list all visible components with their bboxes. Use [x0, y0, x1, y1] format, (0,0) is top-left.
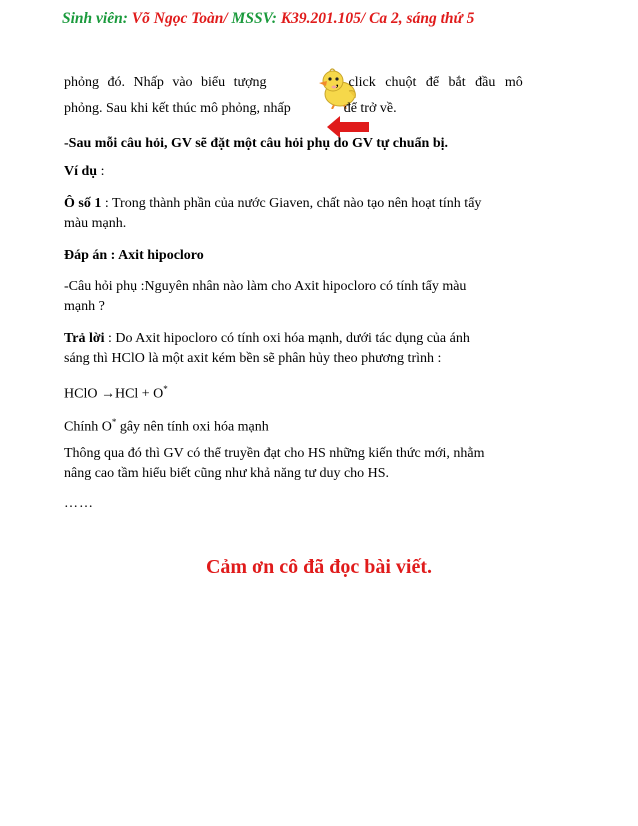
instruction-text: để trở về.: [343, 101, 397, 116]
instruction-text: , click chuột để bắt đầu mô: [335, 75, 523, 90]
conclusion-line: nâng cao tầm hiểu biết cũng như khả năng tư duy cho HS.: [64, 466, 390, 481]
paragraph-line: [64, 98, 564, 120]
header-mssv-details: K39.201.105/ Ca 2, sáng thứ 5: [280, 10, 475, 27]
page-header: [62, 10, 602, 28]
instruction-text: phỏng đó. Nhấp vào biểu tượng: [64, 75, 267, 90]
equation-line: [64, 378, 564, 406]
explanation-radical-mark: *: [111, 417, 117, 427]
header-sep: :: [122, 10, 132, 27]
reply-text: : Do Axit hipocloro có tính oxi hóa mạnh, dưới tác dụng của ánh: [104, 331, 470, 346]
reaction-arrow-icon: →: [100, 386, 115, 402]
sub-question-line: -Câu hỏi phụ :Nguyên nhân nào làm cho Axit hipocloro có tính tẩy màu: [64, 279, 467, 294]
question-label: Ô số 1: [64, 196, 102, 211]
question-line: màu mạnh.: [64, 216, 127, 231]
header-student-name: Võ Ngọc Toàn/: [131, 10, 232, 27]
ellipsis: ……: [64, 496, 94, 511]
equation-reactant: HClO: [64, 386, 98, 402]
question-text: : Trong thành phần của nước Giaven, chất nào tạo nên hoạt tính tẩy: [101, 196, 482, 211]
explanation-text: Chính O: [64, 419, 112, 435]
explanation-line: [64, 411, 564, 439]
explanation-text: gây nên tính oxi hóa mạnh: [116, 419, 269, 435]
header-mssv-label: MSSV: [231, 10, 272, 27]
example-heading: [64, 161, 564, 183]
reply-label: Trả lời: [64, 331, 105, 346]
answer-line: Đáp án : Axit hipocloro: [64, 248, 204, 263]
instruction-text: phỏng. Sau khi kết thúc mô phỏng, nhấp: [64, 101, 291, 116]
example-label: Ví dụ: [64, 164, 98, 179]
note-line: -Sau mỗi câu hỏi, GV sẽ đặt một câu hỏi phụ do GV tự chuẩn bị.: [64, 136, 449, 151]
thank-you-message: Cảm ơn cô đã đọc bài viết.: [205, 556, 433, 578]
sub-question-line: mạnh ?: [64, 299, 105, 314]
reply-line: sáng thì HClO là một axit kém bền sẽ phân hủy theo phương trình :: [64, 351, 442, 366]
equation-radical-mark: *: [163, 384, 168, 394]
example-colon: :: [97, 164, 105, 179]
conclusion-line: Thông qua đó thì GV có thể truyền đạt cho HS những kiến thức mới, nhằm: [64, 446, 485, 461]
header-student-label: Sinh viên: [62, 10, 123, 27]
question-line: [64, 193, 564, 215]
reply-line: [64, 328, 564, 350]
header-sep: :: [271, 10, 281, 27]
equation-products: HCl + O: [114, 386, 164, 402]
paragraph-line: [64, 72, 564, 94]
